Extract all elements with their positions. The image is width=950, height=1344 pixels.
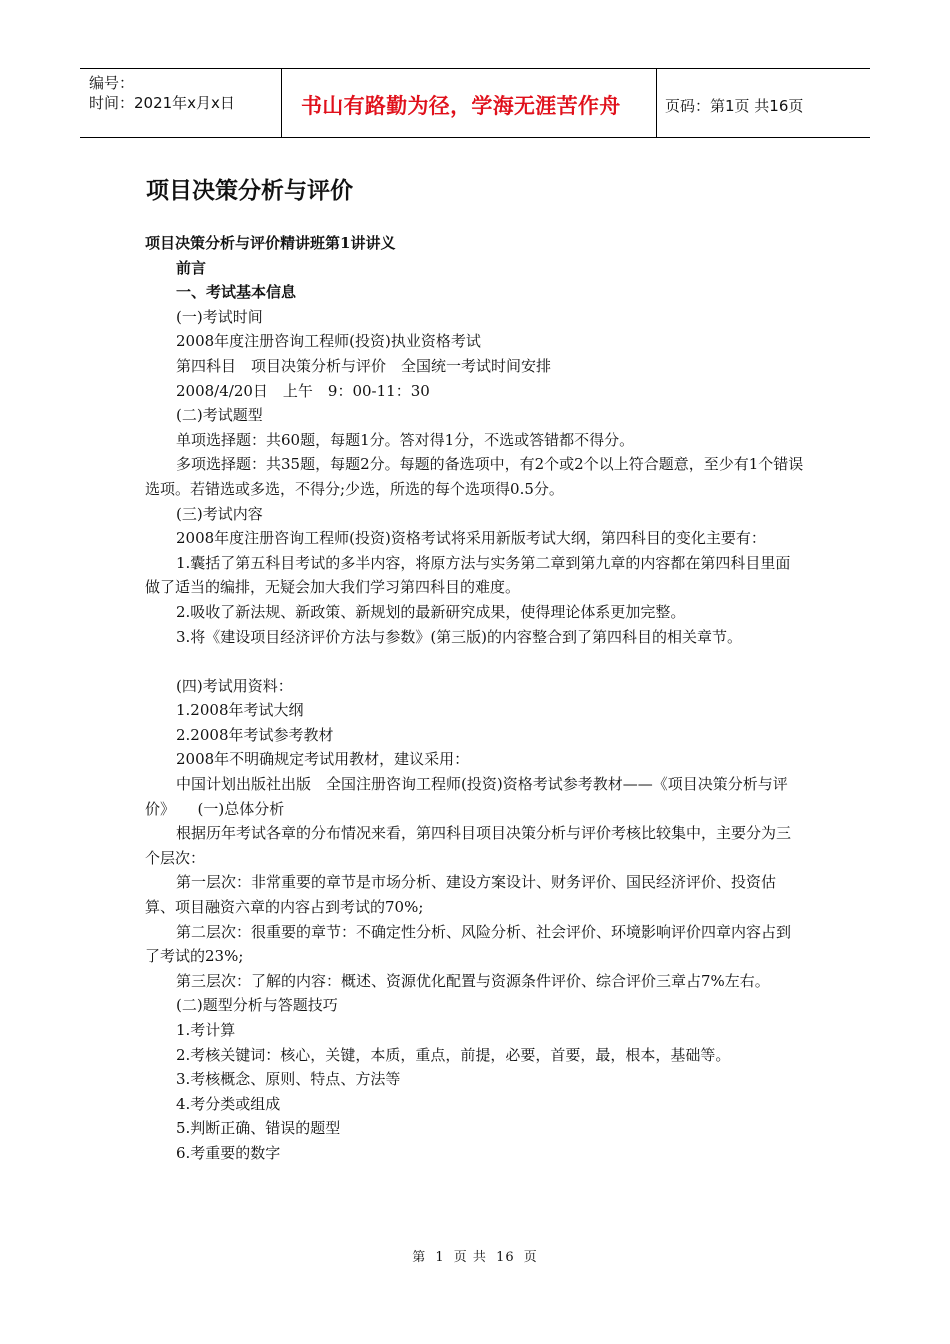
document-title: 项目决策分析与评价 — [146, 178, 353, 204]
paragraph: 2.吸收了新法规、新政策、新规划的最新研究成果，使得理论体系更加完整。 — [176, 602, 686, 621]
header-motto: 书山有路勤为径，学海无涯苦作舟 — [282, 69, 657, 137]
document-body — [145, 231, 805, 1166]
document-subtitle: 项目决策分析与评价精讲班第1讲讲义 — [145, 234, 396, 252]
paragraph: 前言 — [176, 258, 207, 277]
paragraph: 1.考计算 — [176, 1021, 236, 1039]
paragraph: 2008年度注册咨询工程师(投资)执业资格考试 — [176, 332, 481, 351]
header-meta — [80, 69, 282, 137]
paragraph: 2008/4/20日 上午 9：00-11：30 — [176, 381, 430, 400]
paragraph: 3.将《建设项目经济评价方法与参数》(第三版)的内容整合到了第四科目的相关章节。 — [176, 627, 743, 646]
paragraph: 第一层次：非常重要的章节是市场分析、建设方案设计、财务评价、国民经济评价、投资估算、项目融资六章的内容占到考试的70%; — [145, 873, 777, 917]
paragraph: 2.2008年考试参考教材 — [176, 725, 334, 744]
paragraph: 5.判断正确、错误的题型 — [176, 1119, 341, 1138]
paragraph: 6.考重要的数字 — [176, 1143, 281, 1162]
paragraph: 2.考核关键词：核心，关键，本质，重点，前提，必要，首要，最，根本，基础等。 — [176, 1045, 731, 1064]
paragraph: 3.考核概念、原则、特点、方法等 — [176, 1070, 401, 1089]
paragraph: 中国计划出版社出版 全国注册咨询工程师(投资)资格考试参考教材——《项目决策分析与评价》 (一)总体分析 — [145, 775, 788, 818]
paragraph: 单项选择题：共60题，每题1分。答对得1分，不选或答错都不得分。 — [176, 430, 635, 449]
footer-prefix: 第 — [412, 1250, 427, 1265]
footer-suffix: 页 — [523, 1250, 538, 1265]
paragraph: 1.囊括了第五科目考试的多半内容，将原方法与实务第二章到第九章的内容都在第四科目里面做了适当的编排，无疑会加大我们学习第四科目的难度。 — [145, 553, 791, 597]
paragraph: (三)考试内容 — [176, 504, 263, 523]
paragraph: 4.考分类或组成 — [176, 1094, 281, 1113]
page-header — [80, 68, 870, 138]
footer-page-number: 1 — [435, 1250, 445, 1265]
footer-middle: 页 共 — [453, 1250, 487, 1265]
paragraph: 2008年度注册咨询工程师(投资)资格考试将采用新版考试大纲，第四科目的变化主要有： — [176, 529, 766, 548]
paragraph: 2008年不明确规定考试用教材，建议采用： — [176, 750, 470, 769]
paragraph: 第三层次：了解的内容：概述、资源优化配置与资源条件评价、综合评价三章占7%左右。 — [176, 971, 770, 990]
paragraph: 根据历年考试各章的分布情况来看，第四科目项目决策分析与评价考核比较集中，主要分为三个层次： — [145, 824, 792, 867]
page-footer — [0, 1246, 950, 1265]
paragraph: (一)考试时间 — [176, 307, 263, 326]
blank-line — [145, 649, 805, 674]
paragraph: 第二层次：很重要的章节：不确定性分析、风险分析、社会评价、环境影响评价四章内容占到了考试的23%; — [145, 922, 792, 966]
paragraph: (二)考试题型 — [176, 406, 263, 425]
footer-total-pages: 16 — [496, 1250, 515, 1265]
number-label: 编号： — [89, 74, 135, 92]
paragraph: 第四科目 项目决策分析与评价 全国统一考试时间安排 — [176, 356, 552, 375]
paragraph: (二)题型分析与答题技巧 — [176, 996, 338, 1015]
section-heading: 一、考试基本信息 — [176, 283, 297, 302]
paragraph: 1.2008年考试大纲 — [176, 701, 304, 720]
paragraph: 多项选择题：共35题，每题2分。每题的备选项中，有2个或2个以上符合题意，至少有1个错误选项。若错选或多选，不得分;少选，所选的每个选项得0.5分。 — [145, 455, 804, 498]
header-page-label: 页码：第1页 共16页 — [665, 96, 804, 115]
paragraph: (四)考试用资料： — [176, 676, 293, 695]
time-label: 时间：2021年x月x日 — [89, 94, 235, 112]
